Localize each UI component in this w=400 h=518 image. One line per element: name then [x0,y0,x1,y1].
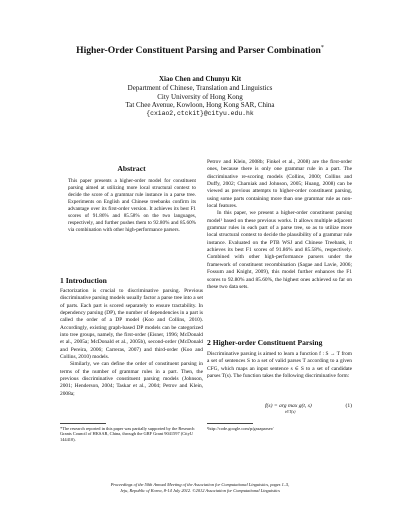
footnote-left: *The research reported in this paper was partially supported by the Research Grants Council of HKSAR, China, through the GRF Grant 9041597 (CityU 144410). [60,426,195,442]
intro-paragraph-1: Factorization is crucial to discriminative parsing. Previous discriminative parsing models usually factor a parse tree into a set of parts. Each part is scored separately to ensure tractability. In dependency parsing (DP), the number of dependencies in a part is called the order of a DP model (Koo and Collins, 2010). Accordingly, existing graph-based DP models can be categorized into tree groups, namely, the first-order (Eisner, 1996; McDonald et al., 2005a; McDonald et al., 2005b), second-order (McDonald and Pereira, 2006; Carreras, 2007) and third-order (Koo and Collins, 2010) models. [60,288,203,361]
equation-number: (1) [345,403,352,409]
proceedings-footer [0,482,400,493]
author-address: Tat Chee Avenue, Kowloon, Hong Kong SAR, China [125,101,275,110]
author-block [0,75,400,119]
section2-paragraph: Discriminative parsing is aimed to learn a function f : S → T from a set of sentences S to a set of valid parses T according to a given CFG, which maps an input sentence s ∈ S to a set of candidate parses T(s). The function takes the following discriminative form: [207,351,352,380]
title-text: Higher-Order Constituent Parsing and Parser Combination [76,45,321,57]
abstract-heading: Abstract [117,164,146,173]
author-department: Department of Chinese, Translation and Linguistics [127,83,273,92]
author-names: Xiao Chen and Chunyu Kit [158,75,242,83]
proceedings-line-1: Proceedings of the 50th Annual Meeting of the Association for Computational Linguistics, pages 1–5, [110,482,290,487]
intro-paragraph-2: Similarly, we can define the order of constituent parsing in terms of the number of grammar rules in a part. Then, the previous discriminative constituent parsing models (Johnson, 2001; Henderson, 2004; Taskar et al., 2004; Petrov and Klein, 2008a; [60,361,203,397]
author-university: City University of Hong Kong [157,92,243,101]
section2-body [207,351,352,380]
right-column-body [207,159,352,291]
author-email: {cxiao2,ctckit}@cityu.edu.hk [146,110,254,118]
abstract-text: This paper presents a higher-order model for constituent parsing aimed at utilizing more local structural context to decide the score of a grammar rule instance in a parse tree. Experiments on English and Chinese treebanks confirm its advantage over its first-order version. It achieves its best F1 scores of 91.86% and 85.58% on the two languages, respectively, and further pushes them to 92.80% and 85.60% via combination with other high-performance parsers. [68,178,196,234]
footnote-divider-left [60,423,106,424]
paper-title [0,45,400,56]
equation-subscript: t∈T(s) [285,409,296,414]
intro-body [60,288,203,398]
footnote-divider-right [207,423,253,424]
right-paragraph-2: In this paper, we present a higher-order constituent parsing model¹ based on these previous works. It allows multiple adjacent grammar rules in each part of a parse tree, so as to utilize more local structural context to decide the plausibility of a grammar rule instance. Evaluated on the PTB WSJ and Chinese Treebank, it achieves its best F1 scores of 91.86% and 85.58%, respectively. Combined with other high-performance parsers under the framework of constituent recombination (Sagae and Lavie, 2006; Fossum and Knight, 2009), this model further enhances the F1 scores to 92.80% and 85.60%, the highest ones achieved so far on these two data sets. [207,210,352,290]
footnote-right: ¹http://code.google.com/p/gazaparser/ [207,426,274,431]
right-paragraph-1: Petrov and Klein, 2008b; Finkel et al., 2008) are the first-order ones, because there is only one grammar rule in a part. The discriminative re-scoring models (Collins, 2000; Collins and Duffy, 2002; Charniak and Johnson, 2005; Huang, 2008) can be viewed as previous attempts to higher-order constituent parsing, using some parts containing more than one grammar rule as non-local features. [207,159,352,210]
section2-heading: 2 Higher-order Constituent Parsing [207,338,323,347]
intro-heading: 1 Introduction [60,276,107,285]
title-footnote-marker: * [320,45,324,51]
proceedings-line-2: Jeju, Republic of Korea, 8-14 July 2012. ©2012 Association for Computational Linguistics [120,487,280,493]
equation-body: f(s) = arg max g(t, s) [265,403,312,409]
